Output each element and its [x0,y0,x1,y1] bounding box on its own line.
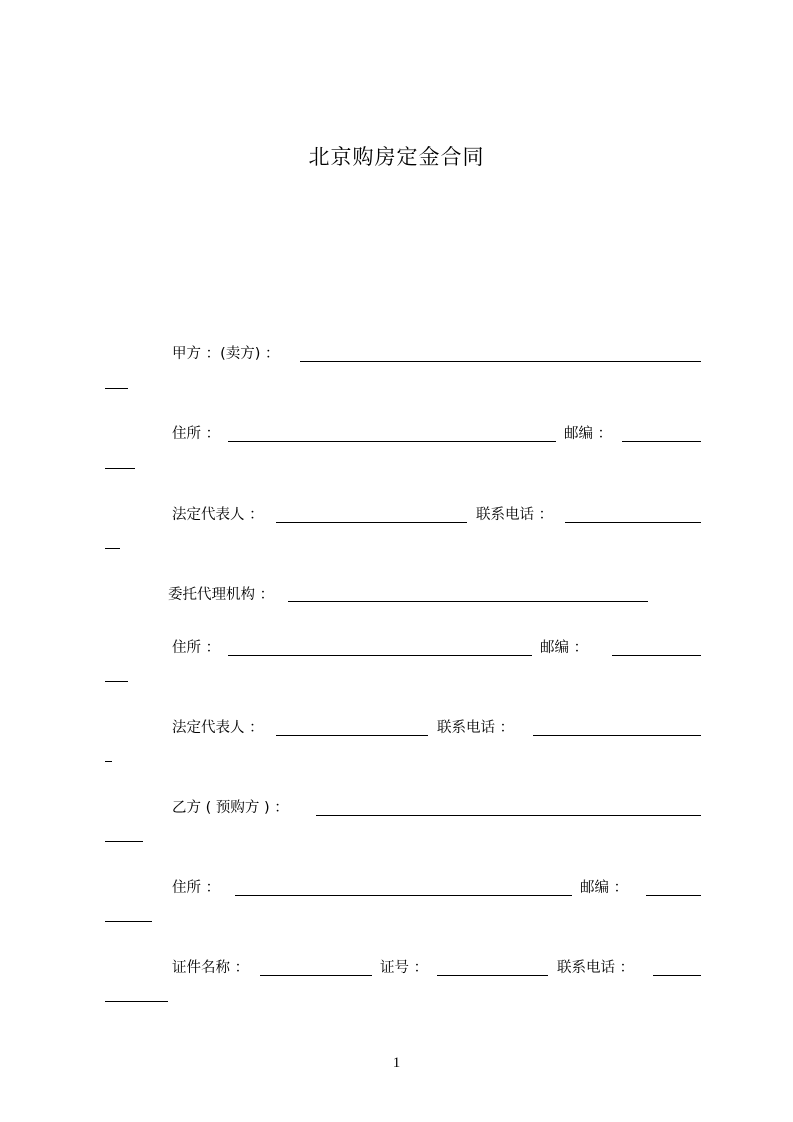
party-b-name-blank-continued[interactable] [105,841,143,842]
party-b-phone-label: 联系电话 ： [557,960,635,976]
party-b-postcode-blank[interactable] [646,895,701,896]
party-b-id-number-label: 证号 ： [380,960,429,976]
document-title: 北京购房定金合同 [308,145,485,169]
party-a-name-blank[interactable] [300,361,701,362]
party-a-legal-rep-blank[interactable] [276,522,467,523]
party-b-name-blank[interactable] [316,815,701,816]
party-b-label: 乙方 ( 预购方 ) ： [172,800,289,816]
party-b-postcode-blank-continued[interactable] [105,921,152,922]
party-a-phone-blank-continued[interactable] [105,548,120,549]
party-a-postcode-blank-continued[interactable] [105,468,135,469]
agent-postcode-blank[interactable] [612,655,701,656]
party-b-postcode-label: 邮编 ： [580,880,629,896]
party-a-phone-blank[interactable] [565,522,701,523]
party-a-address-label: 住所 ： [172,426,221,442]
agent-postcode-blank-continued[interactable] [105,681,128,682]
party-a-address-blank[interactable] [228,441,556,442]
agent-address-blank[interactable] [228,655,532,656]
agent-phone-blank-continued[interactable] [105,761,112,762]
party-a-legal-rep-label: 法定代表人 ： [172,507,264,523]
party-a-name-blank-continued[interactable] [105,388,128,389]
party-a-postcode-blank[interactable] [622,441,701,442]
agent-label: 委托代理机构 ： [168,587,275,603]
party-a-phone-label: 联系电话 ： [476,507,554,523]
agent-phone-label: 联系电话 ： [437,720,515,736]
party-b-phone-blank-continued[interactable] [105,1001,168,1002]
party-b-phone-blank[interactable] [653,975,701,976]
agent-row [0,584,793,606]
party-b-id-name-blank[interactable] [260,975,372,976]
party-b-id-number-blank[interactable] [437,975,548,976]
party-a-label: 甲方 ：(卖方) ： [172,346,280,362]
agent-legal-rep-label: 法定代表人 ： [172,720,264,736]
agent-phone-blank[interactable] [533,735,701,736]
agent-name-blank[interactable] [288,601,648,602]
party-b-id-name-label: 证件名称 ： [172,960,250,976]
page-number: 1 [392,1055,401,1071]
agent-legal-rep-blank[interactable] [276,735,428,736]
agent-address-label: 住所 ： [172,640,221,656]
party-a-postcode-label: 邮编 ： [564,426,613,442]
party-b-address-blank[interactable] [235,895,572,896]
agent-postcode-label: 邮编 ： [540,640,589,656]
party-b-address-label: 住所 ： [172,880,221,896]
